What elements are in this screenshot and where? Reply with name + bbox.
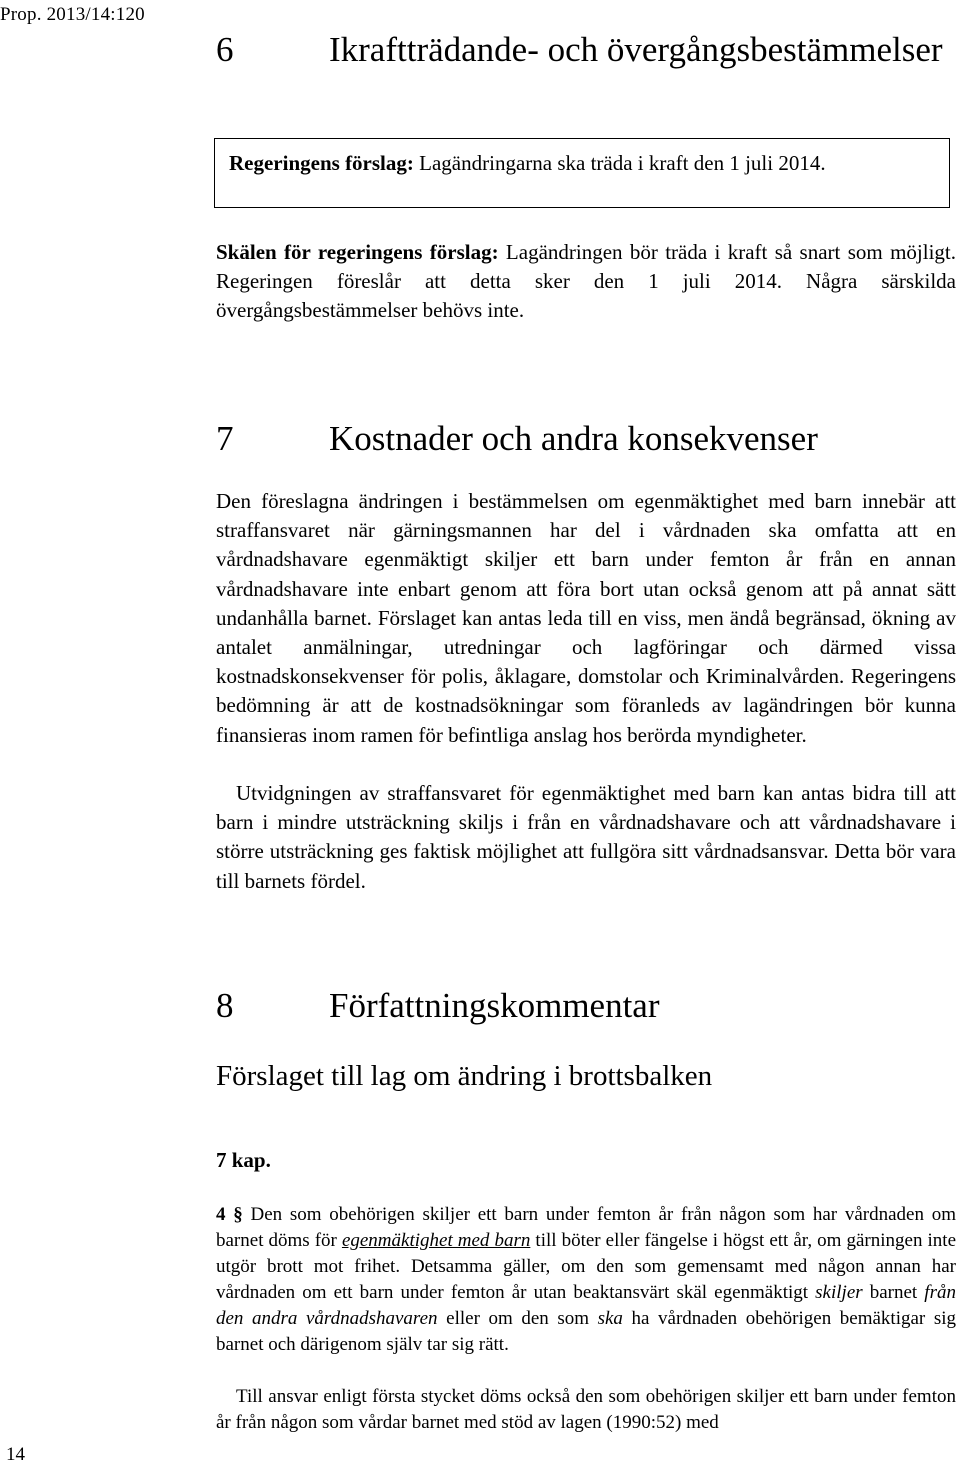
chapter-title: Ikraftträdande- och övergångsbestämmelser <box>329 30 943 69</box>
law-text: till böter eller fängelse i högst ett år, om gärningen inte utgör brott mot frihet. Detsamma gäller, om den som gemensamt med någon annan har vårdnaden om ett barn under femton år utan beaktansvärt skäl egenmäktigt <box>216 1230 956 1303</box>
running-head: Prop. 2013/14:120 <box>0 4 145 25</box>
reasons-text: Lagändringen bör träda i kraft så snart som möjligt. Regeringen föreslår att detta sker den 1 juli 2014. Några särskilda övergångsbestämmelser behövs inte. <box>216 240 956 323</box>
law-term-italic: från den andra vårdnadshavaren <box>216 1282 956 1329</box>
law-text: ha vårdnaden obehörigen bemäktigar sig barnet och därigenom själv tar sig rätt. <box>216 1308 957 1355</box>
chapter-number: 8 <box>216 986 234 1025</box>
chapter-kap-heading: 7 kap. <box>216 1148 271 1172</box>
law-term-italic: ska <box>597 1308 623 1329</box>
chapter-number: 6 <box>216 30 234 69</box>
law-text: eller om den som <box>437 1308 598 1329</box>
chapter-number: 7 <box>216 419 234 458</box>
proposal-text: Lagändringarna ska träda i kraft den 1 juli 2014. <box>413 151 826 175</box>
costs-paragraph-1: Den föreslagna ändringen i bestämmelsen om egenmäktighet med barn innebär att straffansvaret när gärningsmannen har del i vårdnaden ska omfatta att en vårdnadshavare egenmäktigt skiljer ett barn under femton år från en annan vårdnadshavare inte enbart genom att föra bort utan också genom att på annat sätt undanhålla barnet. Förslaget kan antas leda till en viss, men ändå begränsad, ökning av antalet anmälningar, utredningar och lagföringar och därmed vissa kostnadskonsekvenser för polis, åklagare, domstolar och Kriminalvården. Regeringens bedömning är att de kostnadsökningar som föranleds av lagändringen bör kunna finansieras inom ramen för befintliga anslag hos berörda myndigheter. <box>216 489 956 747</box>
reasons-label: Skälen för regeringens förslag: <box>216 240 499 264</box>
reasons-paragraph <box>216 238 956 326</box>
paragraph-number: 4 § <box>216 1204 243 1225</box>
costs-paragraph-2: Utvidgningen av straffansvaret för egenmäktighet med barn kan antas bidra till att barn i mindre utsträckning skiljs i från en vårdnadshavare och att vårdnadshavare i större utsträckning ges faktisk möjlighet att fullgöra sitt vårdnadsansvar. Detta bör vara till barnets fördel. <box>216 781 956 893</box>
government-proposal-box <box>214 138 950 208</box>
chapter-title: Kostnader och andra konsekvenser <box>329 419 818 458</box>
chapter-title: Författningskommentar <box>329 986 660 1025</box>
law-term-underlined: egenmäktighet med barn <box>341 1230 531 1251</box>
page-number: 14 <box>6 1444 25 1465</box>
law-paragraph-4 <box>216 1202 956 1358</box>
law-term-italic: skiljer <box>815 1282 863 1303</box>
law-text: Den som obehörigen skiljer ett barn under femton år från någon som har vårdnaden om barnet döms för <box>216 1204 956 1251</box>
proposal-label: Regeringens förslag: <box>229 151 414 175</box>
law-text: barnet <box>862 1282 925 1303</box>
section-heading: Förslaget till lag om ändring i brottsbalken <box>216 1060 713 1092</box>
law-paragraph-4-second: Till ansvar enligt första stycket döms också den som obehörigen skiljer ett barn under femton år från någon som vårdar barnet med stöd av lagen (1990:52) med <box>216 1386 956 1433</box>
